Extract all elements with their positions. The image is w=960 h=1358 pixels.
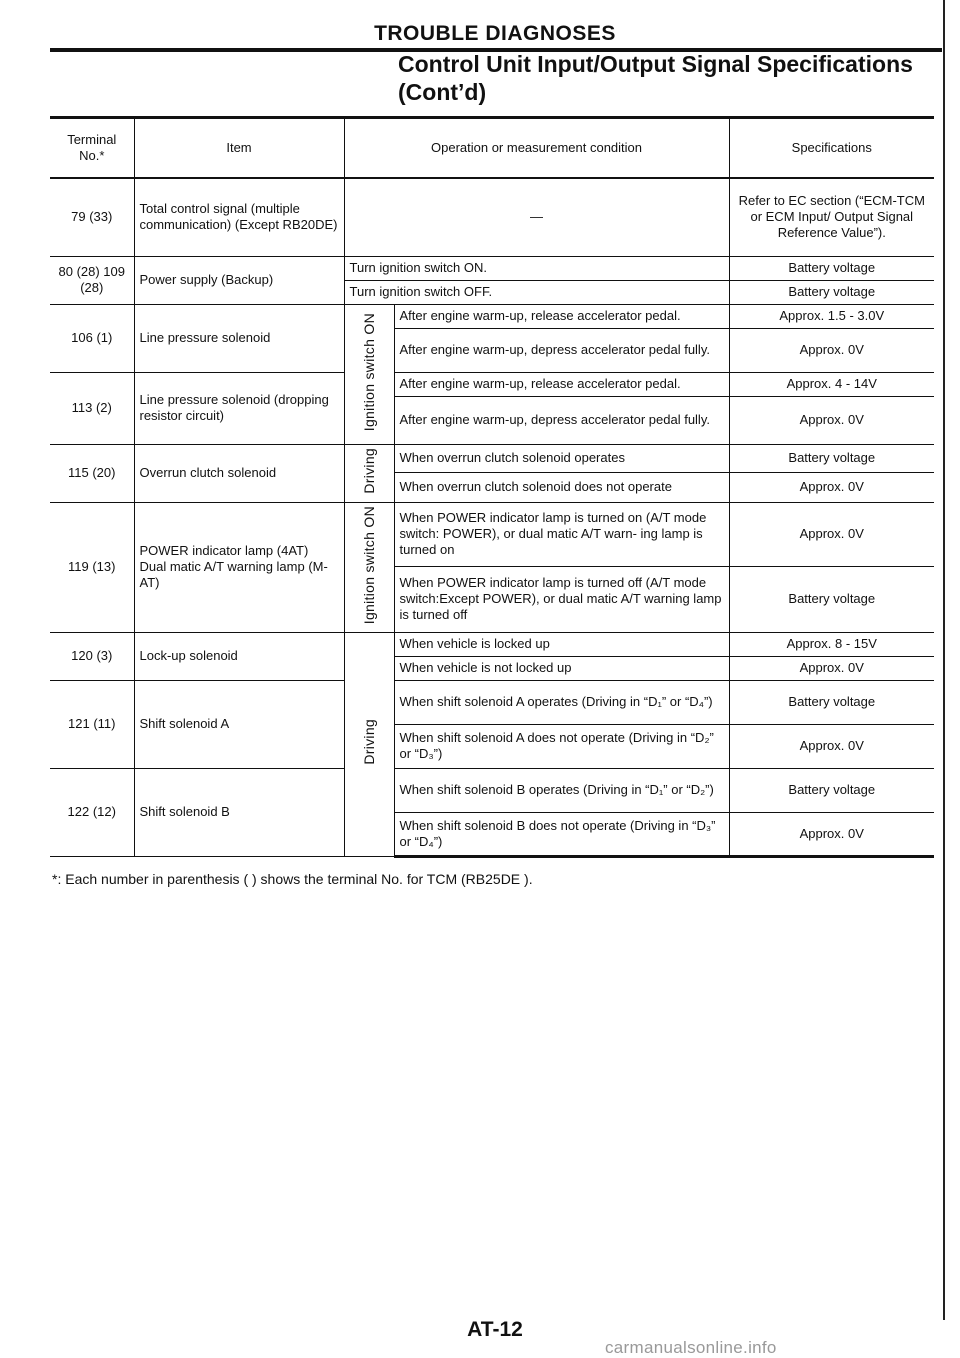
condition-cell: Turn ignition switch OFF. [344,280,729,304]
spec-cell: Approx. 0V [729,502,934,566]
condition-cell: After engine warm-up, depress accelerator pedal fully. [394,396,729,444]
item-cell: Shift solenoid A [134,680,344,768]
condition-cell: When shift solenoid B does not operate (Driving in “D₃” or “D₄”) [394,812,729,856]
table-row-115a [50,444,934,472]
subtitle-line-1: Control Unit Input/Output Signal Specifications [398,51,913,77]
condition-cell: When shift solenoid B operates (Driving in “D₁” or “D₂”) [394,768,729,812]
condition-cell: When shift solenoid A operates (Driving in “D₁” or “D₄”) [394,680,729,724]
condition-cell: When vehicle is not locked up [394,656,729,680]
spec-cell: Battery voltage [729,280,934,304]
spec-cell: Refer to EC section (“ECM-TCM or ECM Input/ Output Signal Reference Value”). [729,178,934,256]
spec-cell: Approx. 8 - 15V [729,632,934,656]
item-cell: Power supply (Backup) [134,256,344,304]
page-subtitle [398,50,913,106]
section-title: TROUBLE DIAGNOSES [374,22,616,45]
table-row-120a [50,632,934,656]
condition-cell: After engine warm-up, depress accelerator pedal fully. [394,328,729,372]
subtitle-line-2: (Cont’d) [398,79,487,105]
terminal-cell: 79 (33) [50,178,134,256]
condition-cell: When POWER indicator lamp is turned off (A/T mode switch:Except POWER), or dual matic A/T warning lamp is turned off [394,566,729,632]
watermark-text: carmanualsonline.info [605,1338,777,1357]
header-condition: Operation or measurement condition [344,119,729,179]
item-cell: Line pressure solenoid [134,304,344,372]
group-label-driving: Driving [344,632,394,856]
spec-cell: Battery voltage [729,444,934,472]
table-row-79 [50,178,934,256]
page-number: AT-12 [467,1318,523,1341]
right-margin-rule [943,0,945,1320]
terminal-cell: 121 (11) [50,680,134,768]
terminal-cell: 113 (2) [50,372,134,444]
condition-cell: After engine warm-up, release accelerator pedal. [394,372,729,396]
table-row-113a [50,372,934,396]
group-label-driving: Driving [344,444,394,502]
spec-cell: Approx. 0V [729,724,934,768]
terminal-cell: 115 (20) [50,444,134,502]
header-terminal: Terminal No.* [50,119,134,179]
spec-cell: Battery voltage [729,256,934,280]
table-header-row [50,119,934,179]
signal-spec-table [50,118,934,858]
condition-cell: After engine warm-up, release accelerator pedal. [394,304,729,328]
spec-cell: Battery voltage [729,768,934,812]
item-cell: Line pressure solenoid (dropping resistor circuit) [134,372,344,444]
terminal-cell: 120 (3) [50,632,134,680]
condition-cell: When shift solenoid A does not operate (Driving in “D₂” or “D₃”) [394,724,729,768]
condition-cell: Turn ignition switch ON. [344,256,729,280]
table-row-121a [50,680,934,724]
item-cell: Overrun clutch solenoid [134,444,344,502]
spec-cell: Approx. 0V [729,472,934,502]
spec-cell: Battery voltage [729,680,934,724]
header-item: Item [134,119,344,179]
spec-cell: Battery voltage [729,566,934,632]
item-cell: Shift solenoid B [134,768,344,856]
terminal-cell: 80 (28) 109 (28) [50,256,134,304]
spec-cell: Approx. 0V [729,656,934,680]
table-row-119a [50,502,934,566]
condition-cell: When overrun clutch solenoid does not operate [394,472,729,502]
group-label-ignition-on: Ignition switch ON [344,502,394,632]
spec-cell: Approx. 0V [729,396,934,444]
terminal-cell: 119 (13) [50,502,134,632]
item-cell: Lock-up solenoid [134,632,344,680]
table-row-106a [50,304,934,328]
condition-cell: When vehicle is locked up [394,632,729,656]
table-footnote: *: Each number in parenthesis ( ) shows the terminal No. for TCM (RB25DE ). [52,871,533,887]
terminal-cell: 106 (1) [50,304,134,372]
condition-cell: — [344,178,729,256]
table-row-122a [50,768,934,812]
group-label-ignition-on: Ignition switch ON [344,304,394,444]
item-cell: Total control signal (multiple communication) (Except RB20DE) [134,178,344,256]
condition-cell: When overrun clutch solenoid operates [394,444,729,472]
item-cell: POWER indicator lamp (4AT) Dual matic A/T warning lamp (M-AT) [134,502,344,632]
table-row-80a [50,256,934,280]
spec-cell: Approx. 1.5 - 3.0V [729,304,934,328]
spec-cell: Approx. 0V [729,328,934,372]
spec-cell: Approx. 4 - 14V [729,372,934,396]
spec-cell: Approx. 0V [729,812,934,856]
condition-cell: When POWER indicator lamp is turned on (A/T mode switch: POWER), or dual matic A/T warn- ing lamp is turned on [394,502,729,566]
header-specifications: Specifications [729,119,934,179]
terminal-cell: 122 (12) [50,768,134,856]
